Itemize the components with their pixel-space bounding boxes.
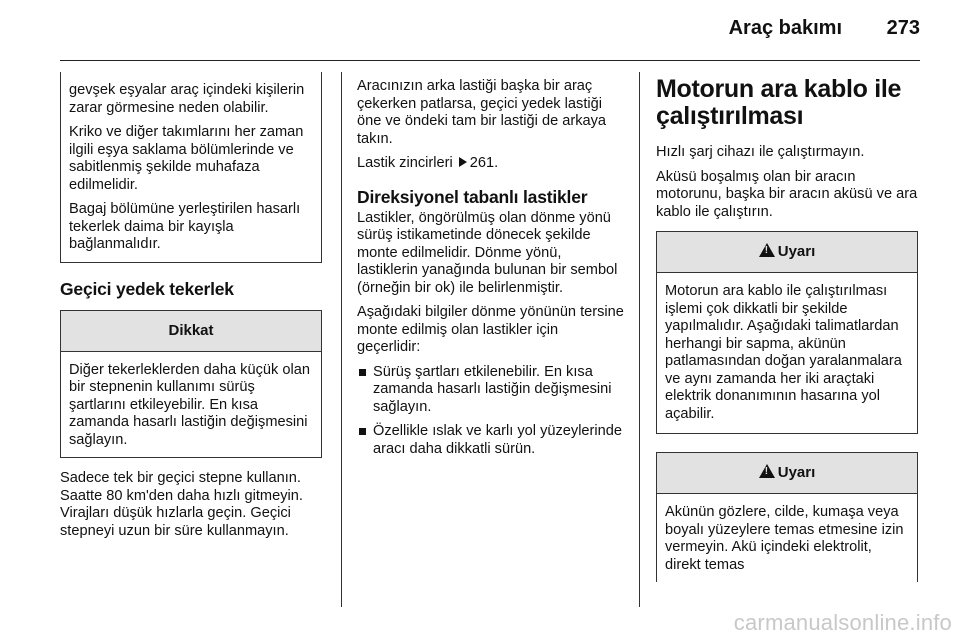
body-paragraph: Sadece tek bir geçici stepne kullanın. Saatte 80 km'den daha hızlı gitmeyin. Virajları düşük hızlarla geçin. Geçici stepneyi uzun bir süre kullanmayın. — [60, 470, 303, 539]
caution-text: Diğer tekerleklerden daha küçük olan bir stepnenin kullanımı sürüş şartlarını etkileyebilir. En kısa zamanda hasarlı lastiğin değişmesini sağlayın. — [69, 361, 310, 448]
warning-box — [656, 231, 918, 434]
header-rule — [60, 60, 920, 61]
warning-box-header — [657, 232, 917, 273]
warning-box-body — [657, 494, 917, 574]
continued-warning-body — [61, 72, 321, 262]
square-bullet-icon — [359, 428, 366, 435]
warning-box-header — [657, 453, 917, 494]
warning-text: Akünün gözlere, cilde, kumaşa veya boyalı yüzeylere temas etmesine izin vermeyin. Akü içindeki elektrolit, direkt temas — [665, 504, 904, 573]
page-number: 273 — [886, 17, 920, 39]
warning-box-continued — [656, 452, 918, 582]
warning-box-body — [657, 273, 917, 433]
warning-triangle-icon — [759, 464, 775, 478]
column-3 — [656, 72, 918, 582]
list-item-text: Sürüş şartları etkilenebilir. En kısa zamanda hasarlı lastiğin değişmesini sağlayın. — [373, 363, 612, 415]
caution-box-body — [61, 352, 321, 458]
cross-reference-text: Lastik zincirleri — [357, 155, 453, 171]
warning-triangle-icon — [759, 243, 775, 257]
page-reference-arrow-icon — [459, 157, 467, 167]
list-item — [357, 364, 625, 417]
chapter-title: Araç bakımı — [728, 17, 842, 39]
section-heading: Motorun ara kablo ile çalıştırılması — [656, 75, 902, 130]
continued-warning-box — [60, 72, 322, 263]
body-paragraph: Hızlı şarj cihazı ile çalıştırmayın. — [656, 144, 865, 160]
caution-box-title: Dikkat — [61, 311, 321, 352]
continued-paragraph: Kriko ve diğer takımlarını her zaman ilgili eşya saklama bölümlerinde ve sabitlenmiş şekilde muhafaza edilmelidir. — [69, 124, 304, 193]
watermark: carmanualsonline.info — [733, 610, 952, 635]
body-paragraph: Aşağıdaki bilgiler dönme yönünün tersine monte edilmiş olan lastikler için geçerlidir: — [357, 304, 624, 355]
column-1 — [60, 72, 322, 547]
continued-paragraph: Bagaj bölümüne yerleştirilen hasarlı tekerlek daima bir kayışla bağlanmalıdır. — [69, 201, 301, 252]
body-paragraph: Aracınızın arka lastiği başka bir araç çekerken patlarsa, geçici yedek lastiği öne ve öndeki tam bir lastiği de arkaya takın. — [357, 78, 607, 147]
warning-text: Motorun ara kablo ile çalıştırılması işlemi çok dikkatli bir şekilde yapılmalıdır. Aşağıdaki talimatlardan herhangi bir sapma, akünün patlamasından doğan yaralanmalara ve aynı zamanda her iki araçtaki elektrik donanımının hasarına yol açabilir. — [665, 283, 902, 422]
page-header — [0, 0, 960, 60]
cross-reference-page: 261. — [469, 155, 499, 171]
body-paragraph: Aküsü boşalmış olan bir aracın motorunu, başka bir aracın aküsü ve ara kablo ile çalıştırın. — [656, 168, 918, 220]
bullet-list — [357, 364, 625, 459]
cross-reference — [357, 155, 625, 173]
list-item — [357, 423, 625, 458]
section-heading: Direksiyonel tabanlı lastikler — [357, 186, 588, 207]
section-heading: Geçici yedek tekerlek — [60, 278, 234, 299]
square-bullet-icon — [359, 369, 366, 376]
warning-box-title: Uyarı — [777, 243, 816, 260]
column-2 — [357, 72, 625, 465]
list-item-text: Özellikle ıslak ve karlı yol yüzeylerinde aracı daha dikkatli sürün. — [373, 423, 622, 457]
continued-paragraph: gevşek eşyalar araç içindeki kişilerin zarar görmesine neden olabilir. — [69, 82, 305, 116]
column-divider-right — [639, 72, 640, 607]
body-paragraph: Lastikler, öngörülmüş olan dönme yönü sürüş istikametinde dönecek şekilde monte edilmelidir. Dönme yönü, lastiklerin yanağında bulunan bir sembol (örneğin bir ok) ile belirlenmiştir. — [357, 209, 618, 296]
column-divider-left — [341, 72, 342, 607]
caution-box — [60, 310, 322, 459]
warning-box-title: Uyarı — [777, 464, 816, 481]
